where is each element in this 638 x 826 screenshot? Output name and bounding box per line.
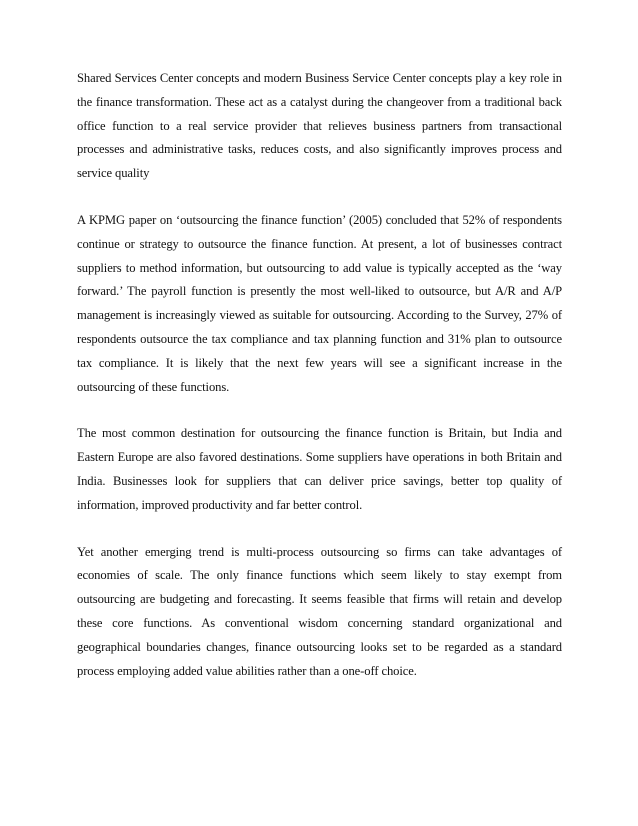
paragraph-multi-process-trend: Yet another emerging trend is multi-process outsourcing so firms can take advantages of economies of scale. The only finance functions which seem likely to stay exempt from outsourcing are budgeting and forecasting. It seems feasible that firms will retain and develop these core functions. As conventional wisdom concerning standard organizational and geographical boundaries changes, finance outsourcing looks set to be regarded as a standard process employing added value abilities rather than a one-off choice. (77, 544, 562, 678)
paragraph-outsourcing-destinations: The most common destination for outsourcing the finance function is Britain, but India and Eastern Europe are also favored destinations. Some suppliers have operations in both Britain and India. Businesses look for suppliers that can deliver price savings, better top quality of information, improved productivity and far better control. (77, 426, 562, 512)
paragraph-shared-services: Shared Services Center concepts and modern Business Service Center concepts play a key role in the finance transformation. These act as a catalyst during the changeover from a traditional back office function to a real service provider that relieves business partners from transactional processes and administrative tasks, reduces costs, and also significantly improves process and service quality (77, 71, 562, 181)
paragraph-kpmg-survey: A KPMG paper on ‘outsourcing the finance function’ (2005) concluded that 52% of respondents continue or strategy to outsource the finance function. At present, a lot of businesses contract suppliers to method information, but outsourcing to add value is typically accepted as the ‘way forward.’ The payroll function is presently the most well-liked to outsource, but A/R and A/P management is increasingly viewed as suitable for outsourcing. According to the Survey, 27% of respondents outsource the tax compliance and tax planning function and 31% plan to outsource tax compliance. It is likely that the next few years will see a significant increase in the outsourcing of these functions. (77, 212, 562, 394)
document-body (77, 67, 562, 706)
